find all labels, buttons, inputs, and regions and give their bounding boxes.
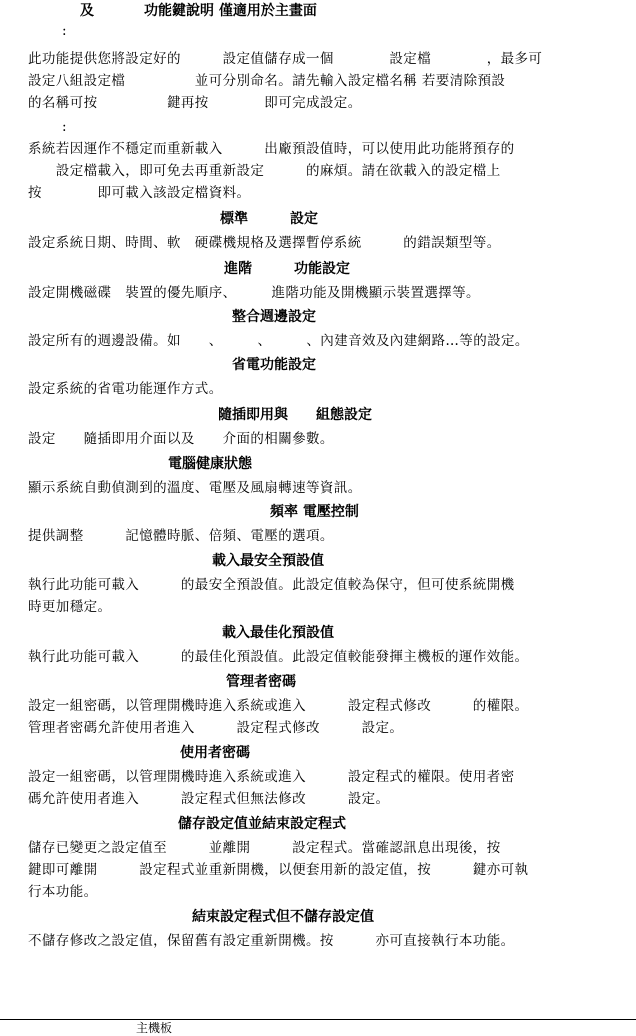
section-text: 設定開機磁碟 裝置的優先順序、 進階功能及開機顯示裝置選擇等。 xyxy=(28,285,480,301)
section-heading: 標準 設定 xyxy=(220,211,318,227)
section-heading: 進階 功能設定 xyxy=(224,261,350,277)
section-text: 儲存已變更之設定值至 並離開 設定程式。當確認訊息出現後，按 xyxy=(28,840,501,856)
load-profile-line: 系統若因運作不穩定而重新載入 出廠預設值時，可以使用此功能將預存的 xyxy=(28,141,515,157)
save-profile-line: 設定八組設定檔 並可分別命名。請先輸入設定檔名稱 若要清除預設 xyxy=(28,73,506,89)
section-text: 執行此功能可載入 的最安全預設值。此設定值較為保守，但可使系統開機 xyxy=(28,577,515,593)
page-title-prefix: 及 xyxy=(80,3,94,19)
footer-text: 主機板 xyxy=(136,1021,173,1035)
colon-marker: : xyxy=(62,119,67,135)
load-profile-line: 按 即可載入該設定檔資料。 xyxy=(28,185,251,201)
section-text: 不儲存修改之設定值，保留舊有設定重新開機。按 亦可直接執行本功能。 xyxy=(28,933,515,949)
section-text: 行本功能。 xyxy=(28,884,98,900)
section-text: 時更加穩定。 xyxy=(28,599,112,615)
save-profile-line: 此功能提供您將設定好的 設定值儲存成一個 設定檔 ，最多可 xyxy=(28,51,543,67)
section-heading: 頻率 電壓控制 xyxy=(270,504,359,520)
section-text: 設定系統日期、時間、軟 硬碟機規格及選擇暫停系統 的錯誤類型等。 xyxy=(28,235,501,251)
section-heading: 使用者密碼 xyxy=(180,745,250,761)
section-heading: 載入最佳化預設值 xyxy=(222,625,334,641)
section-heading: 省電功能設定 xyxy=(232,357,316,373)
section-heading: 管理者密碼 xyxy=(226,674,296,690)
page-title: 功能鍵說明 僅適用於主畫面 xyxy=(144,3,317,19)
section-text: 提供調整 記憶體時脈、倍頻、電壓的選項。 xyxy=(28,528,334,544)
section-heading: 整合週邊設定 xyxy=(232,309,316,325)
section-text: 執行此功能可載入 的最佳化預設值。此設定值較能發揮主機板的運作效能。 xyxy=(28,649,529,665)
section-text: 鍵即可離開 設定程式並重新開機，以便套用新的設定值，按 鍵亦可執 xyxy=(28,862,529,878)
footer-rule xyxy=(0,1019,636,1020)
section-text: 設定 隨插即用介面以及 介面的相關參數。 xyxy=(28,431,334,447)
save-profile-line: 的名稱可按 鍵再按 即可完成設定。 xyxy=(28,95,362,111)
section-text: 設定一組密碼，以管理開機時進入系統或進入 設定程式的權限。使用者密 xyxy=(28,769,515,785)
section-heading: 儲存設定值並結束設定程式 xyxy=(178,816,346,832)
section-heading: 隨插即用與 組態設定 xyxy=(218,407,372,423)
section-text: 碼允許使用者進入 設定程式但無法修改 設定。 xyxy=(28,791,390,807)
section-text: 顯示系統自動偵測到的溫度、電壓及風扇轉速等資訊。 xyxy=(28,480,362,496)
section-text: 管理者密碼允許使用者進入 設定程式修改 設定。 xyxy=(28,720,404,736)
section-heading: 結束設定程式但不儲存設定值 xyxy=(192,909,374,925)
colon-marker: : xyxy=(62,23,67,39)
section-text: 設定一組密碼，以管理開機時進入系統或進入 設定程式修改 的權限。 xyxy=(28,698,529,714)
load-profile-line: 設定檔載入，即可免去再重新設定 的麻煩。請在欲載入的設定檔上 xyxy=(28,163,501,179)
section-heading: 載入最安全預設值 xyxy=(212,553,324,569)
section-heading: 電腦健康狀態 xyxy=(168,456,252,472)
section-text: 設定所有的週邊設備。如 、 、 、內建音效及內建網路…等的設定。 xyxy=(28,333,529,349)
section-text: 設定系統的省電功能運作方式。 xyxy=(28,381,223,397)
